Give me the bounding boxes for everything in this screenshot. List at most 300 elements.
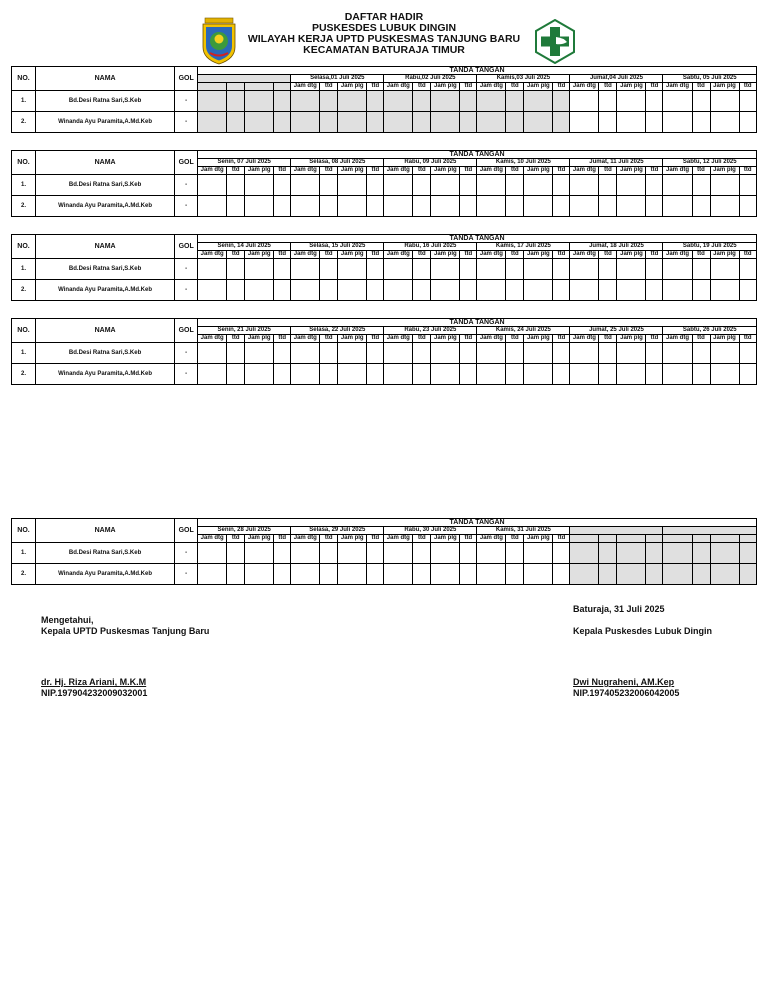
- sub-header: Jam plg: [338, 335, 367, 343]
- sub-header: ttd: [320, 535, 338, 543]
- signature-cell: [570, 564, 599, 585]
- col-header-gol: GOL: [175, 235, 198, 259]
- signature-cell: [460, 343, 477, 364]
- sub-header: ttd: [460, 83, 477, 91]
- sub-header: ttd: [599, 83, 617, 91]
- signature-cell: [384, 112, 413, 133]
- signature-cell: [338, 175, 367, 196]
- col-header-nama: NAMA: [36, 235, 175, 259]
- signature-cell: [227, 343, 245, 364]
- day-header: Selasa,01 Juli 2025: [291, 75, 384, 83]
- signature-cell: [710, 259, 739, 280]
- sub-header: ttd: [553, 251, 570, 259]
- sub-header: ttd: [692, 167, 710, 175]
- sub-header: [245, 83, 274, 91]
- signature-cell: [663, 196, 692, 217]
- day-header: Jumat, 25 Juli 2025: [570, 327, 663, 335]
- signature-cell: [617, 196, 646, 217]
- sub-header: Jam plg: [710, 335, 739, 343]
- signature-cell: [663, 364, 692, 385]
- sub-header: Jam plg: [338, 535, 367, 543]
- sub-header: Jam dtg: [291, 167, 320, 175]
- sub-header: Jam plg: [338, 83, 367, 91]
- sub-header: Jam plg: [617, 335, 646, 343]
- signature-cell: [413, 364, 431, 385]
- sub-header: ttd: [692, 83, 710, 91]
- signature-cell: [245, 91, 274, 112]
- sub-header: ttd: [460, 535, 477, 543]
- table-row: [12, 91, 757, 112]
- day-header: Kamis, 31 Juli 2025: [477, 527, 570, 535]
- col-header-gol: GOL: [175, 319, 198, 343]
- row-gol: -: [175, 564, 198, 585]
- signature-cell: [663, 259, 692, 280]
- sub-header: Jam dtg: [477, 335, 506, 343]
- signature-cell: [384, 259, 413, 280]
- sub-header: Jam plg: [617, 251, 646, 259]
- signature-cell: [570, 343, 599, 364]
- signature-cell: [291, 175, 320, 196]
- signature-cell: [245, 175, 274, 196]
- signature-cell: [739, 196, 756, 217]
- signature-cell: [553, 564, 570, 585]
- signature-cell: [506, 91, 524, 112]
- day-header: Senin, 21 Juli 2025: [198, 327, 291, 335]
- signature-cell: [227, 112, 245, 133]
- sub-header: Jam dtg: [291, 335, 320, 343]
- signature-cell: [338, 196, 367, 217]
- signature-cell: [692, 564, 710, 585]
- table-row: [12, 112, 757, 133]
- sub-header: Jam plg: [710, 167, 739, 175]
- signature-cell: [553, 343, 570, 364]
- sub-header: ttd: [227, 167, 245, 175]
- signature-cell: [367, 564, 384, 585]
- signature-cell: [367, 91, 384, 112]
- signature-cell: [646, 543, 663, 564]
- sub-header: ttd: [274, 535, 291, 543]
- row-number: 2.: [12, 196, 36, 217]
- signature-cell: [291, 280, 320, 301]
- sub-header: Jam dtg: [570, 83, 599, 91]
- signature-cell: [739, 564, 756, 585]
- sub-header: ttd: [413, 83, 431, 91]
- signature-cell: [710, 364, 739, 385]
- sub-header: Jam dtg: [570, 335, 599, 343]
- sub-header: ttd: [320, 251, 338, 259]
- right-signer-name: Dwi Nugraheni, AM.Kep: [573, 677, 675, 687]
- sub-header: ttd: [599, 335, 617, 343]
- sub-header: Jam plg: [245, 167, 274, 175]
- sub-header: ttd: [553, 167, 570, 175]
- signature-cell: [198, 364, 227, 385]
- sub-header: Jam plg: [524, 535, 553, 543]
- sub-header: Jam plg: [710, 83, 739, 91]
- sub-header: Jam dtg: [291, 251, 320, 259]
- signature-cell: [553, 91, 570, 112]
- sub-header: Jam plg: [245, 335, 274, 343]
- signature-cell: [413, 543, 431, 564]
- tanda-tangan-header: TANDA TANGAN: [198, 319, 757, 327]
- sub-header: [227, 83, 245, 91]
- signature-cell: [599, 343, 617, 364]
- signature-cell: [367, 543, 384, 564]
- signature-cell: [553, 259, 570, 280]
- signature-cell: [477, 91, 506, 112]
- sub-header: Jam plg: [617, 83, 646, 91]
- row-name: Bd.Desi Ratna Sari,S.Keb: [36, 175, 175, 196]
- signature-cell: [198, 564, 227, 585]
- signature-cell: [710, 343, 739, 364]
- sub-header: ttd: [506, 251, 524, 259]
- sub-header: ttd: [646, 83, 663, 91]
- table-row: [12, 259, 757, 280]
- row-name: Bd.Desi Ratna Sari,S.Keb: [36, 543, 175, 564]
- sub-header: ttd: [692, 335, 710, 343]
- signature-cell: [599, 259, 617, 280]
- day-header: Rabu,02 Juli 2025: [384, 75, 477, 83]
- signature-cell: [739, 364, 756, 385]
- signature-cell: [338, 564, 367, 585]
- signature-cell: [431, 175, 460, 196]
- header-org: PUSKESDES LUBUK DINGIN: [311, 22, 457, 34]
- signature-cell: [524, 343, 553, 364]
- sub-header: Jam plg: [245, 251, 274, 259]
- sub-header: Jam dtg: [663, 335, 692, 343]
- row-number: 2.: [12, 364, 36, 385]
- signature-cell: [646, 91, 663, 112]
- left-signer-name: dr. Hj. Riza Ariani, M.K.M: [41, 677, 147, 687]
- col-header-nama: NAMA: [36, 151, 175, 175]
- signature-cell: [227, 175, 245, 196]
- sub-header: Jam plg: [524, 335, 553, 343]
- row-gol: -: [175, 364, 198, 385]
- sub-header: [663, 535, 692, 543]
- signature-cell: [646, 112, 663, 133]
- signature-cell: [198, 196, 227, 217]
- day-header: Jumat, 11 Juli 2025: [570, 159, 663, 167]
- signature-cell: [367, 175, 384, 196]
- sub-header: ttd: [367, 535, 384, 543]
- sub-header: ttd: [553, 535, 570, 543]
- signature-cell: [646, 196, 663, 217]
- signature-cell: [413, 196, 431, 217]
- signature-cell: [384, 175, 413, 196]
- signature-cell: [739, 280, 756, 301]
- signature-cell: [570, 364, 599, 385]
- table-row: [12, 364, 757, 385]
- signature-cell: [646, 564, 663, 585]
- signature-cell: [367, 280, 384, 301]
- sub-header: ttd: [739, 251, 756, 259]
- sub-header: ttd: [274, 335, 291, 343]
- signature-cell: [739, 543, 756, 564]
- signature-cell: [570, 175, 599, 196]
- col-header-no: NO.: [12, 519, 36, 543]
- signature-cell: [291, 259, 320, 280]
- row-gol: -: [175, 343, 198, 364]
- sub-header: ttd: [367, 83, 384, 91]
- signature-cell: [431, 91, 460, 112]
- signature-cell: [274, 259, 291, 280]
- signature-cell: [320, 259, 338, 280]
- signature-cell: [320, 564, 338, 585]
- signature-cell: [524, 91, 553, 112]
- signature-cell: [524, 364, 553, 385]
- signature-cell: [291, 343, 320, 364]
- row-gol: -: [175, 259, 198, 280]
- sub-header: Jam dtg: [198, 251, 227, 259]
- row-gol: -: [175, 112, 198, 133]
- sub-header: Jam dtg: [477, 535, 506, 543]
- sub-header: [646, 535, 663, 543]
- signature-cell: [739, 175, 756, 196]
- signature-cell: [710, 196, 739, 217]
- signature-cell: [274, 343, 291, 364]
- signature-cell: [599, 280, 617, 301]
- sub-header: Jam dtg: [570, 167, 599, 175]
- sub-header: ttd: [506, 83, 524, 91]
- row-name: Winanda Ayu Paramita,A.Md.Keb: [36, 112, 175, 133]
- tanda-tangan-header: TANDA TANGAN: [198, 151, 757, 159]
- col-header-nama: NAMA: [36, 319, 175, 343]
- signature-cell: [553, 280, 570, 301]
- signature-cell: [663, 112, 692, 133]
- signature-cell: [198, 543, 227, 564]
- sub-header: ttd: [367, 167, 384, 175]
- signature-cell: [617, 91, 646, 112]
- sub-header: ttd: [692, 251, 710, 259]
- right-signer-nip: NIP.197405232006042005: [573, 688, 680, 698]
- signature-cell: [338, 112, 367, 133]
- signature-cell: [710, 91, 739, 112]
- signature-cell: [338, 91, 367, 112]
- signature-cell: [477, 564, 506, 585]
- signature-cell: [291, 112, 320, 133]
- signature-cell: [477, 259, 506, 280]
- sub-header: ttd: [227, 535, 245, 543]
- signature-cell: [431, 280, 460, 301]
- sub-header: ttd: [274, 251, 291, 259]
- signature-cell: [506, 280, 524, 301]
- signature-cell: [599, 543, 617, 564]
- attendance-table: [11, 318, 757, 385]
- signature-cell: [477, 112, 506, 133]
- signature-cell: [460, 175, 477, 196]
- table-row: [12, 543, 757, 564]
- signature-cell: [477, 343, 506, 364]
- signature-cell: [506, 112, 524, 133]
- signature-cell: [274, 112, 291, 133]
- signature-cell: [477, 543, 506, 564]
- signature-cell: [599, 364, 617, 385]
- signature-cell: [320, 343, 338, 364]
- sub-header: Jam dtg: [570, 251, 599, 259]
- sub-header: Jam dtg: [384, 335, 413, 343]
- signature-cell: [617, 543, 646, 564]
- sub-header: ttd: [227, 251, 245, 259]
- sub-header: Jam plg: [524, 251, 553, 259]
- sub-header: [692, 535, 710, 543]
- day-header: Senin, 07 Juli 2025: [198, 159, 291, 167]
- signature-cell: [320, 543, 338, 564]
- sub-header: Jam plg: [524, 167, 553, 175]
- signature-cell: [291, 364, 320, 385]
- signature-cell: [663, 543, 692, 564]
- signature-cell: [291, 196, 320, 217]
- signature-cell: [599, 91, 617, 112]
- sub-header: Jam dtg: [663, 251, 692, 259]
- signature-cell: [692, 112, 710, 133]
- signature-cell: [524, 543, 553, 564]
- day-header: Sabtu, 26 Juli 2025: [663, 327, 757, 335]
- sub-header: ttd: [367, 251, 384, 259]
- day-header: Sabtu, 12 Juli 2025: [663, 159, 757, 167]
- sub-header: ttd: [739, 167, 756, 175]
- sub-header: ttd: [506, 535, 524, 543]
- day-header: Selasa, 22 Juli 2025: [291, 327, 384, 335]
- signature-cell: [663, 343, 692, 364]
- signature-cell: [617, 175, 646, 196]
- signature-cell: [274, 564, 291, 585]
- row-name: Bd.Desi Ratna Sari,S.Keb: [36, 343, 175, 364]
- signature-cell: [227, 564, 245, 585]
- signature-cell: [663, 175, 692, 196]
- day-header: Rabu, 16 Juli 2025: [384, 243, 477, 251]
- right-signer-title: Kepala Puskesdes Lubuk Dingin: [573, 626, 713, 636]
- signature-cell: [460, 259, 477, 280]
- row-gol: -: [175, 196, 198, 217]
- row-name: Winanda Ayu Paramita,A.Md.Keb: [36, 196, 175, 217]
- signature-cell: [617, 112, 646, 133]
- sub-header: Jam plg: [431, 251, 460, 259]
- sub-header: ttd: [506, 335, 524, 343]
- sub-header: ttd: [599, 251, 617, 259]
- tanda-tangan-header: TANDA TANGAN: [198, 235, 757, 243]
- signature-cell: [384, 280, 413, 301]
- day-header: Rabu, 09 Juli 2025: [384, 159, 477, 167]
- sub-header: ttd: [413, 535, 431, 543]
- signature-cell: [413, 564, 431, 585]
- row-gol: -: [175, 280, 198, 301]
- sub-header: ttd: [460, 251, 477, 259]
- signature-cell: [663, 91, 692, 112]
- col-header-gol: GOL: [175, 151, 198, 175]
- sub-header: [198, 83, 227, 91]
- signature-cell: [570, 112, 599, 133]
- signature-cell: [506, 175, 524, 196]
- sub-header: [599, 535, 617, 543]
- signature-cell: [227, 259, 245, 280]
- sub-header: ttd: [413, 167, 431, 175]
- signature-cell: [570, 259, 599, 280]
- signature-cell: [524, 564, 553, 585]
- signature-cell: [524, 175, 553, 196]
- signature-left: [41, 615, 209, 637]
- signature-cell: [506, 543, 524, 564]
- table-row: [12, 280, 757, 301]
- signature-cell: [646, 175, 663, 196]
- sub-header: Jam plg: [338, 167, 367, 175]
- signature-cell: [245, 112, 274, 133]
- signature-cell: [506, 259, 524, 280]
- col-header-gol: GOL: [175, 519, 198, 543]
- sub-header: [570, 535, 599, 543]
- table-row: [12, 343, 757, 364]
- row-gol: -: [175, 175, 198, 196]
- signature-cell: [692, 343, 710, 364]
- row-number: 1.: [12, 91, 36, 112]
- signature-cell: [646, 343, 663, 364]
- sub-header: Jam dtg: [477, 167, 506, 175]
- sub-header: [617, 535, 646, 543]
- signature-cell: [367, 343, 384, 364]
- sub-header: Jam dtg: [663, 167, 692, 175]
- signature-cell: [227, 196, 245, 217]
- signature-cell: [384, 543, 413, 564]
- signature-cell: [320, 112, 338, 133]
- signature-cell: [274, 196, 291, 217]
- signature-cell: [291, 543, 320, 564]
- signature-cell: [198, 280, 227, 301]
- day-header: Senin, 28 Juli 2025: [198, 527, 291, 535]
- signature-cell: [692, 280, 710, 301]
- row-name: Bd.Desi Ratna Sari,S.Keb: [36, 259, 175, 280]
- signature-cell: [413, 280, 431, 301]
- day-header: Senin, 14 Juli 2025: [198, 243, 291, 251]
- row-number: 1.: [12, 543, 36, 564]
- header-region: WILAYAH KERJA UPTD PUSKESMAS TANJUNG BARU: [247, 33, 521, 45]
- sub-header: ttd: [739, 83, 756, 91]
- signature-cell: [460, 364, 477, 385]
- signature-cell: [663, 564, 692, 585]
- signature-cell: [553, 112, 570, 133]
- signature-cell: [553, 175, 570, 196]
- signature-cell: [227, 91, 245, 112]
- signature-cell: [692, 91, 710, 112]
- signature-cell: [413, 343, 431, 364]
- signature-cell: [245, 280, 274, 301]
- signature-cell: [506, 564, 524, 585]
- signature-cell: [198, 343, 227, 364]
- attendance-table: [11, 234, 757, 301]
- sub-header: Jam dtg: [477, 251, 506, 259]
- col-header-no: NO.: [12, 319, 36, 343]
- signature-cell: [338, 543, 367, 564]
- day-header: [663, 527, 757, 535]
- row-name: Bd.Desi Ratna Sari,S.Keb: [36, 91, 175, 112]
- table-row: [12, 175, 757, 196]
- signature-cell: [291, 91, 320, 112]
- signature-cell: [384, 364, 413, 385]
- signature-cell: [384, 343, 413, 364]
- sub-header: Jam plg: [617, 167, 646, 175]
- signature-cell: [739, 259, 756, 280]
- signature-cell: [710, 543, 739, 564]
- day-header: Selasa, 15 Juli 2025: [291, 243, 384, 251]
- signature-cell: [477, 175, 506, 196]
- sub-header: Jam dtg: [384, 535, 413, 543]
- signature-cell: [320, 91, 338, 112]
- sub-header: Jam plg: [431, 83, 460, 91]
- row-gol: -: [175, 543, 198, 564]
- signature-cell: [367, 112, 384, 133]
- sub-header: Jam plg: [431, 535, 460, 543]
- attendance-table: [11, 66, 757, 133]
- signature-cell: [413, 91, 431, 112]
- day-header: Jumat,04 Juli 2025: [570, 75, 663, 83]
- col-header-no: NO.: [12, 151, 36, 175]
